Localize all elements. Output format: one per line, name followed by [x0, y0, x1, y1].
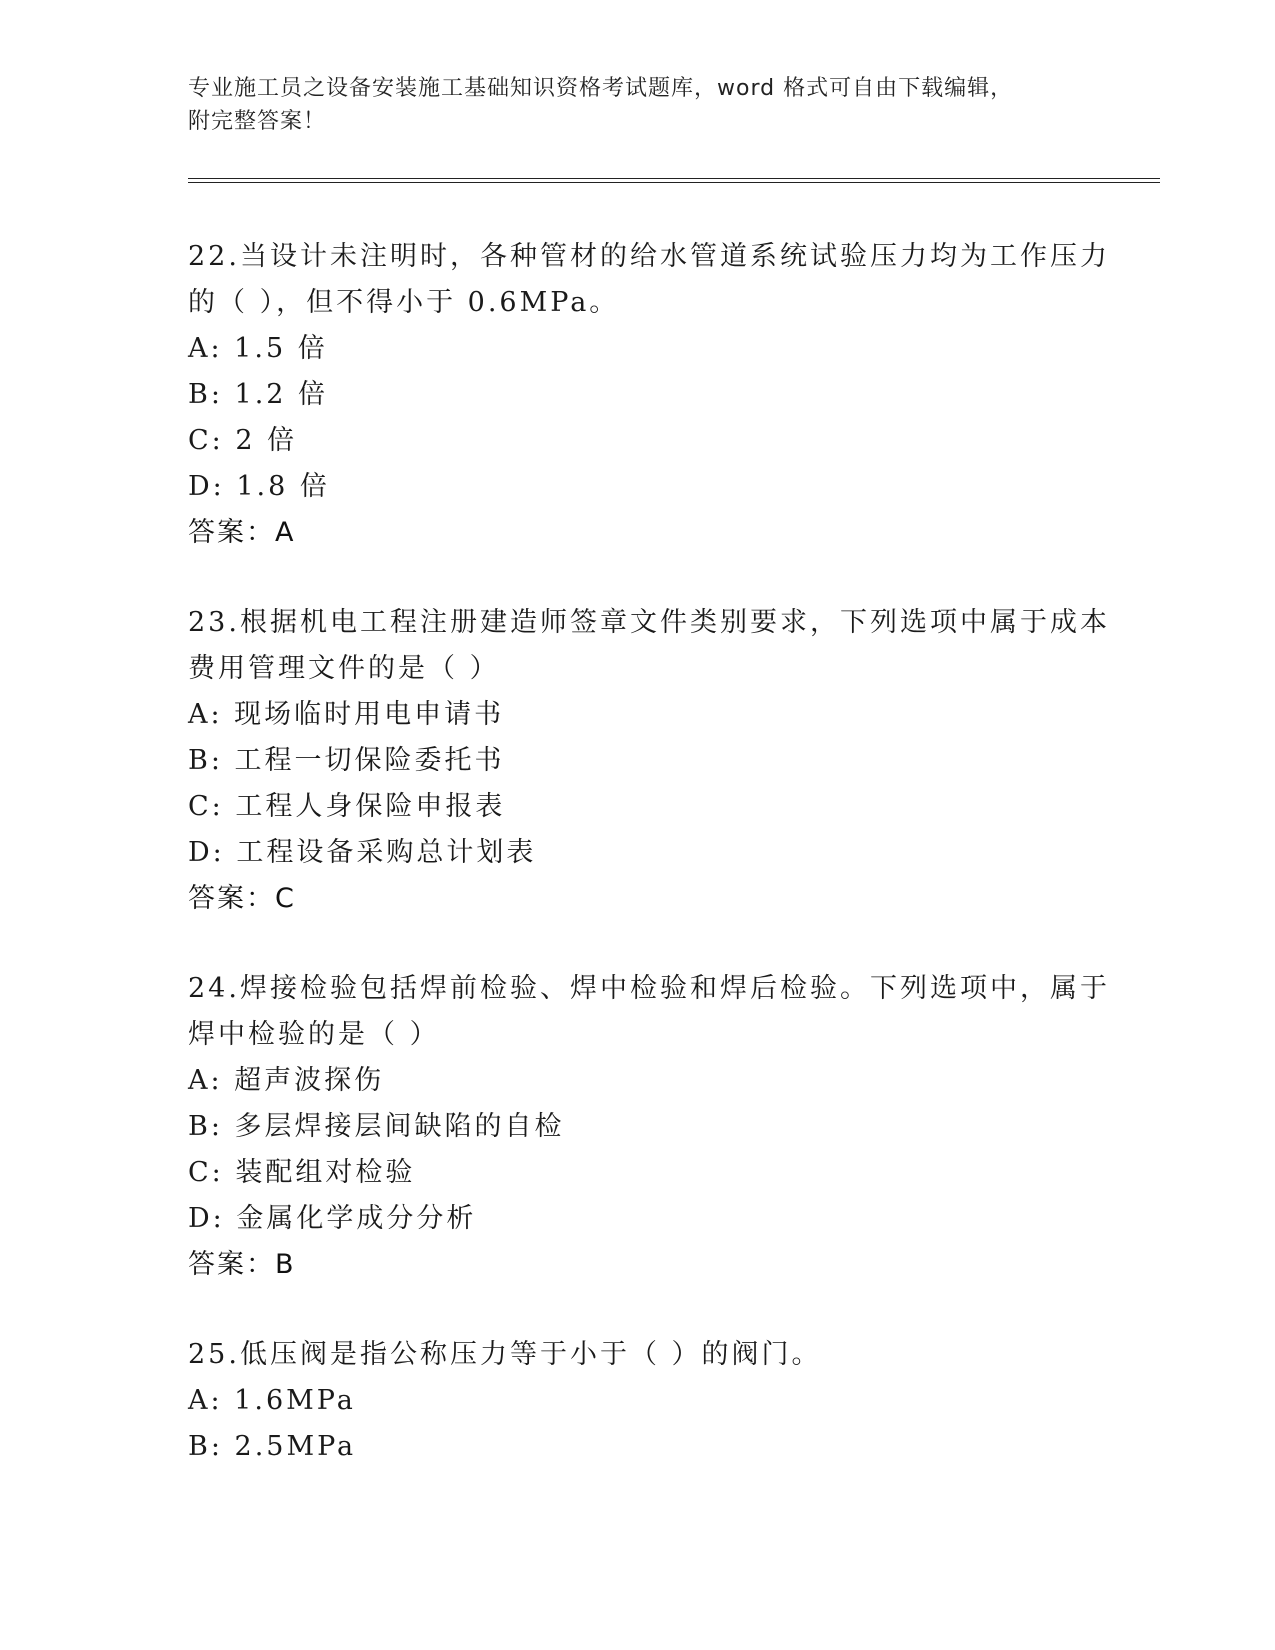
header-line-1: 专业施工员之设备安装施工基础知识资格考试题库，word 格式可自由下载编辑， — [188, 76, 1014, 101]
option-a: A: 超声波探伤 — [188, 1065, 385, 1096]
question-stem-line: 的（ ），但不得小于 0.6MPa。 — [188, 287, 620, 318]
question-stem-line: 23.根据机电工程注册建造师签章文件类别要求，下列选项中属于成本 — [188, 607, 1110, 638]
option-d: D: 金属化学成分分析 — [188, 1203, 477, 1234]
option-b: B: 2.5MPa — [188, 1431, 357, 1462]
option-c: C: 2 倍 — [188, 425, 298, 456]
option-d: D: 工程设备采购总计划表 — [188, 837, 537, 868]
answer-line: 答案：B — [188, 1249, 296, 1280]
document-header — [188, 72, 1088, 138]
option-b: B: 1.2 倍 — [188, 379, 329, 410]
option-d: D: 1.8 倍 — [188, 471, 330, 502]
question-25 — [188, 1332, 1088, 1470]
header-line-2: 附完整答案！ — [188, 109, 327, 134]
option-b: B: 多层焊接层间缺陷的自检 — [188, 1111, 565, 1142]
question-stem-line: 24.焊接检验包括焊前检验、焊中检验和焊后检验。下列选项中，属于 — [188, 973, 1110, 1004]
option-c: C: 工程人身保险申报表 — [188, 791, 506, 822]
answer-line: 答案：A — [188, 517, 296, 548]
question-stem-line: 22.当设计未注明时，各种管材的给水管道系统试验压力均为工作压力 — [188, 241, 1110, 272]
option-a: A: 1.5 倍 — [188, 333, 328, 364]
question-23 — [188, 600, 1110, 922]
question-24 — [188, 966, 1110, 1288]
option-a: A: 现场临时用电申请书 — [188, 699, 505, 730]
answer-line: 答案：C — [188, 883, 296, 914]
question-stem-line: 焊中检验的是（ ） — [188, 1019, 440, 1050]
option-a: A: 1.6MPa — [188, 1385, 356, 1416]
question-stem-line: 费用管理文件的是（ ） — [188, 653, 500, 684]
option-b: B: 工程一切保险委托书 — [188, 745, 505, 776]
question-22 — [188, 234, 1110, 556]
header-double-rule — [188, 178, 1160, 183]
question-stem-line: 25.低压阀是指公称压力等于小于（ ）的阀门。 — [188, 1339, 822, 1370]
option-c: C: 装配组对检验 — [188, 1157, 416, 1188]
question-list — [188, 234, 1110, 1514]
